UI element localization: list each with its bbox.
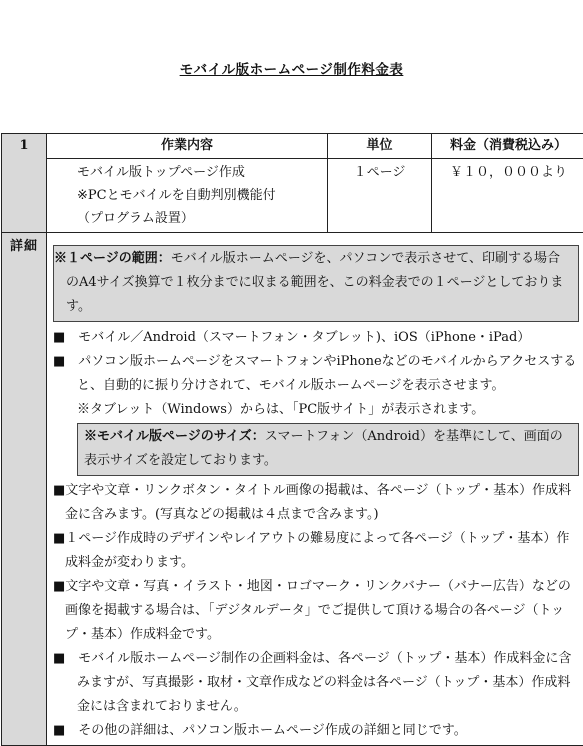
header-row bbox=[2, 134, 583, 159]
unit-cell: １ページ bbox=[328, 159, 432, 233]
detail-item-7: ■ その他の詳細は、パソコン版ホームページ作成の詳細と同じです。 bbox=[53, 719, 579, 743]
page-range-note-heading: ※１ページの範囲： bbox=[54, 251, 171, 266]
work-line-3: （プログラム設置） bbox=[77, 207, 327, 230]
row-number: 1 bbox=[2, 134, 47, 233]
tablet-note: ※タブレット（Windows）からは、「PC版サイト」が表示されます。 bbox=[53, 398, 579, 422]
detail-item-2: ■ パソコン版ホームページをスマートフォンやiPhoneなどのモバイルからアクセスすると、自動的に振り分けされて、モバイル版ホームページを表示させます。 bbox=[53, 350, 579, 398]
mobile-size-note-text: スマートフォン（Android）を基準にして、画面の表示サイズを設定しております。 bbox=[84, 429, 563, 468]
detail-item-1: ■ モバイル／Android（スマートフォン・タブレット)、iOS（iPhone・iPad） bbox=[53, 326, 579, 350]
detail-item-4: ■１ページ作成時のデザインやレイアウトの難易度によって各ページ（トップ・基本）作成料金が変わります。 bbox=[53, 527, 579, 575]
detail-item-3: ■文字や文章・リンクボタン・タイトル画像の掲載は、各ページ（トップ・基本）作成料金に含みます。(写真などの掲載は４点まで含みます。) bbox=[53, 479, 579, 527]
item-row bbox=[2, 159, 583, 233]
header-unit: 単位 bbox=[328, 134, 432, 159]
detail-label: 詳細 bbox=[2, 233, 47, 746]
mobile-size-note-heading: ※モバイル版ページのサイズ： bbox=[84, 429, 265, 444]
work-cell bbox=[47, 159, 328, 233]
page-title: モバイル版ホームページ制作料金表 bbox=[0, 58, 583, 78]
work-line-1: モバイル版トップページ作成 bbox=[77, 161, 327, 184]
page-range-note bbox=[53, 245, 579, 322]
detail-row bbox=[2, 233, 583, 746]
header-price: 料金（消費税込み） bbox=[432, 134, 583, 159]
fee-table bbox=[1, 133, 583, 746]
page-range-note-text: モバイル版ホームページを、パソコンで表示させて、印刷する場合のA4サイズ換算で１枚分までに収まる範囲を、この料金表での１ページとしております。 bbox=[66, 251, 563, 314]
mobile-size-note bbox=[77, 423, 579, 476]
detail-item-5: ■文字や文章・写真・イラスト・地図・ロゴマーク・リンクバナー（バナー広告）などの画像を掲載する場合は、「デジタルデータ」でご提供して頂ける場合の各ページ（トップ・基本）作成料金です。 bbox=[53, 575, 579, 647]
detail-item-6: ■ モバイル版ホームページ制作の企画料金は、各ページ（トップ・基本）作成料金に含みますが、写真撮影・取材・文章作成などの料金は各ページ（トップ・基本）作成料金には含まれておりません。 bbox=[53, 647, 579, 719]
price-cell: ￥１０，０００より bbox=[432, 159, 583, 233]
header-work: 作業内容 bbox=[47, 134, 328, 159]
work-line-2: ※PCとモバイルを自動判別機能付 bbox=[77, 184, 327, 207]
detail-cell bbox=[47, 233, 583, 746]
